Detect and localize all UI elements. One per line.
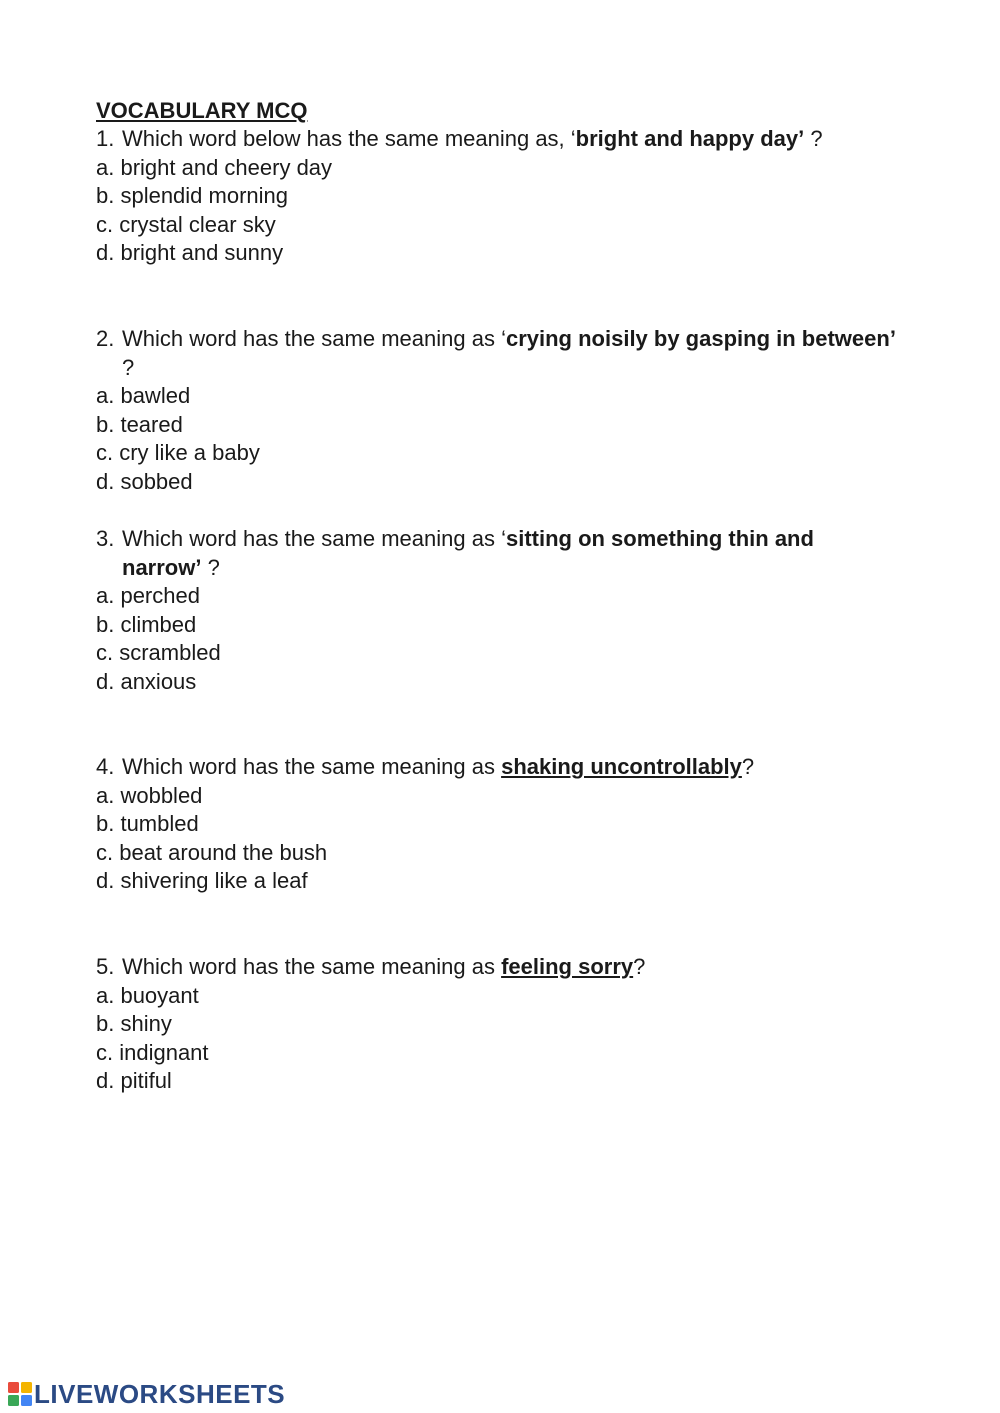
question-4: [96, 753, 896, 896]
option-c: c. beat around the bush: [96, 839, 328, 865]
question-term: sitting on something thin and narrow’: [122, 526, 814, 580]
option-d: d. anxious: [96, 668, 197, 694]
option-b: b. tumbled: [96, 811, 199, 837]
option-a: a. wobbled: [96, 782, 203, 808]
question-1: [96, 125, 896, 268]
question-number: 5.: [96, 954, 115, 979]
option-a: a. bawled: [96, 383, 191, 409]
option-c: c. cry like a baby: [96, 440, 260, 466]
question-3: [96, 525, 896, 697]
question-number: 2.: [96, 326, 115, 351]
page-title: VOCABULARY MCQ: [96, 98, 308, 123]
option-d: d. bright and sunny: [96, 240, 284, 266]
option-c: c. crystal clear sky: [96, 211, 276, 237]
option-d: d. sobbed: [96, 468, 193, 494]
option-c: c. indignant: [96, 1039, 209, 1065]
question-number: 3.: [96, 526, 115, 551]
option-a: a. buoyant: [96, 982, 199, 1008]
question-text: Which word has the same meaning as ‘crying noisily by gasping in between’ ?: [122, 326, 896, 380]
liveworksheets-logo-icon: [8, 1382, 32, 1406]
question-text: Which word below has the same meaning as, ‘bright and happy day’ ?: [122, 126, 823, 151]
question-term: feeling sorry: [501, 954, 634, 979]
option-b: b. climbed: [96, 611, 197, 637]
question-text: Which word has the same meaning as shaking uncontrollably?: [122, 754, 755, 779]
option-b: b. splendid morning: [96, 183, 289, 209]
option-b: b. teared: [96, 411, 183, 437]
option-a: a. bright and cheery day: [96, 154, 333, 180]
brand-name: LIVEWORKSHEETS: [34, 1379, 286, 1409]
option-c: c. scrambled: [96, 640, 221, 666]
question-term: crying noisily by gasping in between’: [505, 326, 896, 351]
question-number: 1.: [96, 126, 115, 151]
question-text: Which word has the same meaning as ‘sitting on something thin and narrow’ ?: [122, 526, 814, 580]
option-d: d. pitiful: [96, 1068, 172, 1094]
option-a: a. perched: [96, 583, 200, 609]
option-d: d. shivering like a leaf: [96, 868, 308, 894]
question-5: [96, 953, 896, 1096]
question-number: 4.: [96, 754, 115, 779]
question-term: bright and happy day’: [575, 126, 805, 151]
question-text: Which word has the same meaning as feeling sorry?: [122, 954, 646, 979]
option-b: b. shiny: [96, 1011, 172, 1037]
question-term: shaking uncontrollably: [501, 754, 742, 779]
question-2: [96, 325, 896, 497]
liveworksheets-logo[interactable]: [8, 1380, 285, 1408]
